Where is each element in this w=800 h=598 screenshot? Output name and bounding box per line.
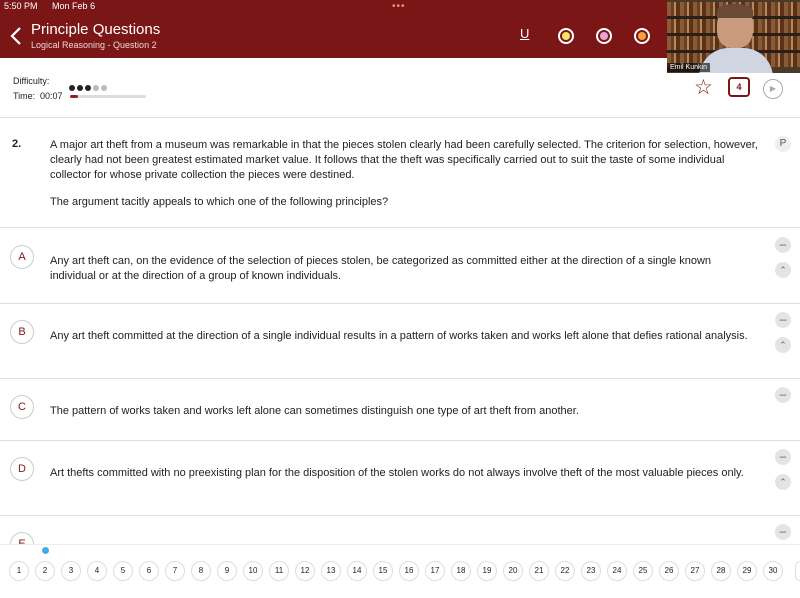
question-nav-item[interactable]: 15 — [373, 561, 393, 581]
eliminate-icon[interactable]: – — [775, 387, 791, 403]
answer-text: Any art theft can, on the evidence of the selection of pieces stolen, be categorized as committed either at the direction of a single known individual or at the direction of a group of known individuals. — [50, 255, 711, 282]
question-info-bar — [0, 58, 800, 118]
time-progress-fill — [70, 95, 78, 98]
question-nav-item[interactable]: 4 — [87, 561, 107, 581]
difficulty-dot — [93, 85, 99, 91]
question-block — [0, 118, 800, 228]
eliminate-icon[interactable]: – — [775, 524, 791, 540]
answer-text: The pattern of works taken and works left alone can sometimes distinguish one type of art theft from another. — [50, 405, 579, 417]
question-nav-item[interactable]: 14 — [347, 561, 367, 581]
question-navigator — [0, 544, 800, 598]
question-nav-item[interactable]: 21 — [529, 561, 549, 581]
question-nav-item[interactable]: 25 — [633, 561, 653, 581]
answer-choice-b[interactable] — [0, 304, 800, 379]
question-number: 2. — [12, 138, 22, 150]
question-nav-item[interactable]: 6 — [139, 561, 159, 581]
highlighter-yellow-button[interactable] — [558, 28, 574, 44]
eliminate-icon[interactable]: – — [775, 237, 791, 253]
answer-letter[interactable]: C — [10, 395, 34, 419]
star-icon[interactable]: ☆ — [694, 76, 713, 99]
question-nav-item[interactable]: 30 — [763, 561, 783, 581]
question-nav-item[interactable]: 2 — [35, 561, 55, 581]
chevron-up-icon[interactable]: ⌃ — [775, 474, 791, 490]
navigator-scroll-handle[interactable] — [795, 561, 800, 581]
question-nav-item[interactable]: 17 — [425, 561, 445, 581]
answer-choice-c[interactable] — [0, 379, 800, 441]
time-value: 00:07 — [40, 91, 63, 101]
play-icon[interactable]: ▶ — [763, 79, 783, 99]
time-label: Time: — [13, 91, 36, 101]
difficulty-label: Difficulty: — [13, 76, 50, 86]
flag-icon[interactable]: P — [775, 136, 791, 152]
page-title: Principle Questions — [31, 21, 161, 38]
difficulty-dot — [101, 85, 107, 91]
question-nav-item[interactable]: 1 — [9, 561, 29, 581]
eliminate-icon[interactable]: – — [775, 449, 791, 465]
question-nav-item[interactable]: 13 — [321, 561, 341, 581]
question-nav-item[interactable]: 7 — [165, 561, 185, 581]
status-time: 5:50 PM — [4, 1, 38, 11]
question-nav-item[interactable]: 20 — [503, 561, 523, 581]
page-subtitle: Logical Reasoning - Question 2 — [31, 40, 157, 50]
question-nav-item[interactable]: 28 — [711, 561, 731, 581]
chevron-left-icon — [8, 26, 24, 46]
question-nav-item[interactable]: 5 — [113, 561, 133, 581]
multitasking-icon[interactable]: ••• — [392, 1, 406, 12]
answer-letter[interactable]: D — [10, 457, 34, 481]
difficulty-dot — [69, 85, 75, 91]
difficulty-dot — [77, 85, 83, 91]
difficulty-dot — [85, 85, 91, 91]
time-progress-bar — [70, 95, 146, 98]
question-nav-item[interactable]: 29 — [737, 561, 757, 581]
answer-choice-a[interactable] — [0, 229, 800, 304]
eliminate-icon[interactable]: – — [775, 312, 791, 328]
highlighter-pink-button[interactable] — [596, 28, 612, 44]
question-nav-item[interactable]: 18 — [451, 561, 471, 581]
status-bar — [4, 1, 107, 11]
status-date: Mon Feb 6 — [52, 1, 96, 11]
question-nav-item[interactable]: 23 — [581, 561, 601, 581]
underline-tool-button[interactable]: U — [520, 26, 530, 41]
chevron-up-icon[interactable]: ⌃ — [775, 262, 791, 278]
question-nav-item[interactable]: 10 — [243, 561, 263, 581]
question-nav-item[interactable]: 24 — [607, 561, 627, 581]
question-nav-item[interactable]: 26 — [659, 561, 679, 581]
back-button[interactable] — [8, 26, 24, 46]
question-stimulus: A major art theft from a museum was remarkable in that the pieces stolen clearly had been carefully selected. The criterion for selection, however, clearly had not been greatest estimated market value. It follows that the theft was specifically carried out to suit the taste of some individual collector for whose private collection the pieces were destined. — [50, 139, 758, 181]
answer-letter[interactable]: B — [10, 320, 34, 344]
current-question-indicator — [42, 547, 49, 554]
chevron-up-icon[interactable]: ⌃ — [775, 337, 791, 353]
question-stem: The argument tacitly appeals to which one of the following principles? — [50, 196, 389, 208]
question-nav-item[interactable]: 27 — [685, 561, 705, 581]
answer-choice-d[interactable] — [0, 441, 800, 516]
question-nav-item[interactable]: 9 — [217, 561, 237, 581]
webcam-name-label: Emil Kunkin — [667, 63, 710, 72]
chat-icon[interactable]: 4 — [728, 77, 750, 97]
question-nav-item[interactable]: 22 — [555, 561, 575, 581]
answer-choice-e[interactable] — [0, 516, 800, 546]
highlighter-orange-button[interactable] — [634, 28, 650, 44]
question-nav-item[interactable]: 16 — [399, 561, 419, 581]
question-nav-item[interactable]: 3 — [61, 561, 81, 581]
answer-text: Any art theft committed at the direction of a single individual results in a pattern of works taken and works left alone that defies rational analysis. — [50, 330, 748, 342]
difficulty-indicator — [69, 78, 109, 96]
question-nav-item[interactable]: 8 — [191, 561, 211, 581]
question-nav-item[interactable]: 11 — [269, 561, 289, 581]
answer-letter[interactable]: A — [10, 245, 34, 269]
answer-text: Art thefts committed with no preexisting plan for the disposition of the stolen works do not always involve theft of the most valuable pieces only. — [50, 467, 744, 479]
question-nav-item[interactable]: 12 — [295, 561, 315, 581]
question-nav-item[interactable]: 19 — [477, 561, 497, 581]
